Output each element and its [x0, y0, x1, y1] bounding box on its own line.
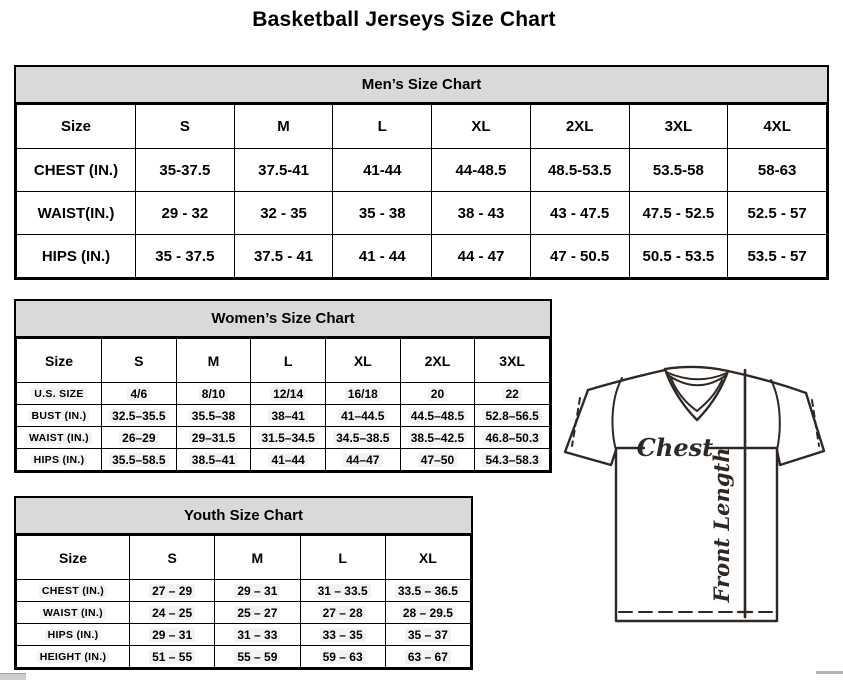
size-value-cell — [530, 149, 629, 192]
size-value-text: 47.5 - 52.5 — [642, 204, 715, 222]
jersey-right-shoulder-line — [728, 371, 806, 393]
size-value-text: 29 - 32 — [161, 204, 209, 222]
size-value-cell — [325, 383, 400, 405]
size-value-text: 53.5-58 — [652, 161, 704, 179]
size-value-cell — [300, 602, 385, 624]
size-value-cell — [215, 646, 300, 668]
table-row — [17, 192, 827, 235]
table-row — [17, 580, 471, 602]
size-value-text: 50.5 - 53.5 — [642, 247, 715, 265]
size-value-cell — [234, 149, 333, 192]
row-label — [17, 405, 102, 427]
row-label — [17, 646, 130, 668]
column-header-m: M — [176, 339, 251, 383]
front-length-label: Front Length — [709, 447, 734, 603]
size-value-cell — [176, 427, 251, 449]
size-column-header: Size — [17, 339, 102, 383]
size-value-cell — [475, 449, 550, 471]
jersey-right-cuff-dashes — [812, 400, 819, 446]
row-label — [17, 427, 102, 449]
row-label-text: HIPS (IN.) — [41, 247, 111, 265]
size-value-cell — [333, 192, 432, 235]
size-value-cell — [333, 149, 432, 192]
size-value-cell — [385, 646, 470, 668]
size-value-cell — [102, 449, 177, 471]
size-value-text: 16/18 — [345, 387, 381, 401]
size-value-cell — [325, 405, 400, 427]
header-row — [17, 105, 827, 149]
size-value-text: 27 – 29 — [149, 584, 195, 598]
size-value-cell — [300, 646, 385, 668]
size-value-text: 4/6 — [127, 387, 150, 401]
size-value-cell — [728, 192, 827, 235]
size-value-text: 29–31.5 — [189, 431, 238, 445]
size-value-cell — [215, 580, 300, 602]
size-value-cell — [215, 624, 300, 646]
size-value-cell — [136, 192, 235, 235]
row-label — [17, 149, 136, 192]
size-value-text: 32 - 35 — [260, 204, 307, 222]
column-header-2xl: 2XL — [530, 105, 629, 149]
size-value-text: 29 – 31 — [234, 584, 280, 598]
womens-size-chart-heading: Women’s Size Chart — [16, 301, 550, 338]
size-value-text: 37.5-41 — [258, 161, 309, 179]
size-value-text: 33 – 35 — [320, 628, 366, 642]
row-label-text: U.S. SIZE — [31, 388, 86, 400]
row-label-text: CHEST (IN.) — [39, 585, 107, 597]
row-label — [17, 383, 102, 405]
size-value-cell — [432, 192, 531, 235]
column-header-l: L — [300, 536, 385, 580]
column-header-s: S — [136, 105, 235, 149]
size-value-cell — [475, 427, 550, 449]
size-value-cell — [130, 646, 215, 668]
size-value-text: 47 - 50.5 — [550, 247, 610, 265]
size-value-text: 41 - 44 — [358, 247, 406, 265]
row-label-text: HIPS (IN.) — [45, 629, 102, 641]
size-value-cell — [432, 235, 531, 278]
size-value-text: 35 - 37.5 — [155, 247, 215, 265]
row-label-text: CHEST (IN.) — [33, 161, 119, 179]
mens-size-table-grid — [16, 104, 827, 278]
size-value-cell — [629, 149, 728, 192]
size-column-header: Size — [17, 105, 136, 149]
jersey-measurement-diagram — [558, 356, 840, 628]
size-value-cell — [136, 235, 235, 278]
size-value-cell — [130, 580, 215, 602]
size-value-text: 22 — [502, 387, 521, 401]
size-value-cell — [251, 427, 326, 449]
size-value-text: 35.5–58.5 — [109, 453, 168, 467]
column-header-s: S — [130, 536, 215, 580]
size-value-text: 52.8–56.5 — [482, 409, 541, 423]
mens-size-chart-heading: Men’s Size Chart — [16, 67, 827, 104]
jersey-collar-rib-arc-1 — [666, 372, 727, 379]
size-value-cell — [333, 235, 432, 278]
size-value-cell — [130, 624, 215, 646]
size-value-text: 29 – 31 — [149, 628, 195, 642]
mens-size-table — [14, 65, 829, 280]
size-value-text: 32.5–35.5 — [109, 409, 168, 423]
size-value-text: 20 — [428, 387, 447, 401]
row-label-text: HIPS (IN.) — [31, 454, 88, 466]
table-row — [17, 149, 827, 192]
table-row — [17, 602, 471, 624]
column-header-4xl: 4XL — [728, 105, 827, 149]
size-value-text: 31 – 33.5 — [315, 584, 371, 598]
size-value-cell — [251, 383, 326, 405]
size-value-cell — [176, 405, 251, 427]
size-value-text: 25 – 27 — [234, 606, 280, 620]
size-value-text: 43 - 47.5 — [550, 204, 610, 222]
column-header-2xl: 2XL — [400, 339, 475, 383]
size-value-text: 59 – 63 — [320, 650, 366, 664]
row-label-text: BUST (IN.) — [29, 410, 90, 422]
size-value-cell — [102, 427, 177, 449]
size-value-text: 38.5–42.5 — [408, 431, 467, 445]
table-row — [17, 624, 471, 646]
column-header-s: S — [102, 339, 177, 383]
size-value-cell — [475, 405, 550, 427]
size-value-cell — [234, 235, 333, 278]
size-value-text: 35 – 37 — [405, 628, 451, 642]
column-header-xl: XL — [385, 536, 470, 580]
size-value-cell — [325, 449, 400, 471]
size-value-cell — [629, 235, 728, 278]
size-value-text: 52.5 - 57 — [747, 204, 807, 222]
size-value-text: 38.5–41 — [189, 453, 238, 467]
size-value-text: 44.5–48.5 — [408, 409, 467, 423]
table-row — [17, 646, 471, 668]
size-value-text: 47–50 — [418, 453, 457, 467]
size-value-text: 12/14 — [270, 387, 306, 401]
column-header-m: M — [215, 536, 300, 580]
youth-size-table-grid — [16, 535, 471, 668]
row-label — [17, 624, 130, 646]
jersey-right-sleeve — [777, 393, 824, 465]
size-value-cell — [102, 383, 177, 405]
row-label-text: WAIST (IN.) — [40, 607, 106, 619]
header-row — [17, 536, 471, 580]
jersey-right-armhole-seam — [771, 380, 780, 450]
table-row — [17, 427, 550, 449]
youth-size-chart-heading: Youth Size Chart — [16, 498, 471, 535]
size-value-text: 41–44.5 — [338, 409, 387, 423]
size-value-text: 41–44 — [268, 453, 307, 467]
size-value-text: 31 – 33 — [234, 628, 280, 642]
row-label — [17, 602, 130, 624]
womens-size-table — [14, 299, 552, 473]
size-value-text: 35-37.5 — [159, 161, 211, 179]
size-value-cell — [215, 602, 300, 624]
size-value-cell — [475, 383, 550, 405]
size-value-text: 35.5–38 — [189, 409, 238, 423]
size-value-text: 41-44 — [363, 161, 402, 179]
table-row — [17, 405, 550, 427]
size-column-header: Size — [17, 536, 130, 580]
size-value-cell — [385, 580, 470, 602]
size-value-cell — [432, 149, 531, 192]
size-value-text: 38–41 — [268, 409, 307, 423]
size-value-text: 31.5–34.5 — [258, 431, 317, 445]
size-value-text: 44-48.5 — [455, 161, 507, 179]
size-value-text: 38 - 43 — [457, 204, 505, 222]
womens-size-table-grid — [16, 338, 550, 471]
column-header-3xl: 3XL — [629, 105, 728, 149]
jersey-collar-inner-v — [671, 378, 722, 411]
size-value-cell — [136, 149, 235, 192]
size-value-cell — [325, 427, 400, 449]
size-value-text: 63 – 67 — [405, 650, 451, 664]
page-title: Basketball Jerseys Size Chart — [252, 8, 556, 31]
size-value-text: 44 - 47 — [457, 247, 505, 265]
size-value-cell — [530, 192, 629, 235]
size-value-text: 24 – 25 — [149, 606, 195, 620]
size-value-cell — [629, 192, 728, 235]
size-value-cell — [130, 602, 215, 624]
table-row — [17, 383, 550, 405]
size-value-text: 28 – 29.5 — [400, 606, 456, 620]
jersey-left-sleeve — [565, 390, 616, 465]
size-value-text: 34.5–38.5 — [333, 431, 392, 445]
size-value-cell — [300, 580, 385, 602]
size-value-text: 27 – 28 — [320, 606, 366, 620]
size-value-text: 35 - 38 — [358, 204, 406, 222]
youth-size-table — [14, 496, 473, 670]
size-value-cell — [251, 405, 326, 427]
size-value-cell — [385, 602, 470, 624]
size-value-text: 44–47 — [343, 453, 382, 467]
size-value-cell — [102, 405, 177, 427]
size-value-cell — [234, 192, 333, 235]
size-value-cell — [400, 427, 475, 449]
row-label-text: HEIGHT (IN.) — [37, 651, 110, 663]
column-header-l: L — [333, 105, 432, 149]
jersey-left-cuff-dashes — [572, 398, 580, 446]
size-value-cell — [400, 449, 475, 471]
size-value-cell — [400, 383, 475, 405]
size-value-cell — [728, 149, 827, 192]
header-row — [17, 339, 550, 383]
size-value-text: 37.5 - 41 — [253, 247, 314, 265]
chest-label: Chest — [636, 433, 714, 462]
size-value-text: 48.5-53.5 — [547, 161, 612, 179]
size-value-cell — [300, 624, 385, 646]
column-header-3xl: 3XL — [475, 339, 550, 383]
jersey-collar-top-line — [665, 367, 728, 371]
size-value-text: 26–29 — [119, 431, 158, 445]
size-value-cell — [530, 235, 629, 278]
row-label — [17, 192, 136, 235]
size-value-cell — [176, 383, 251, 405]
table-row — [17, 449, 550, 471]
size-value-text: 53.5 - 57 — [747, 247, 807, 265]
row-label — [17, 449, 102, 471]
size-value-cell — [385, 624, 470, 646]
column-header-l: L — [251, 339, 326, 383]
jersey-left-shoulder-line — [588, 370, 665, 390]
horizontal-scrollbar-fragment-right[interactable] — [816, 671, 843, 674]
row-label — [17, 580, 130, 602]
row-label-text: WAIST (IN.) — [26, 432, 92, 444]
size-value-cell — [400, 405, 475, 427]
row-label — [17, 235, 136, 278]
size-value-cell — [728, 235, 827, 278]
column-header-xl: XL — [432, 105, 531, 149]
size-value-text: 8/10 — [199, 387, 228, 401]
size-value-text: 58-63 — [757, 161, 797, 179]
column-header-xl: XL — [325, 339, 400, 383]
size-value-text: 46.8–50.3 — [482, 431, 541, 445]
table-row — [17, 235, 827, 278]
size-value-text: 55 – 59 — [234, 650, 280, 664]
size-value-text: 54.3–58.3 — [482, 453, 541, 467]
size-value-cell — [176, 449, 251, 471]
row-label-text: WAIST(IN.) — [37, 204, 115, 222]
size-value-cell — [251, 449, 326, 471]
column-header-m: M — [234, 105, 333, 149]
size-value-text: 51 – 55 — [149, 650, 195, 664]
size-value-text: 33.5 – 36.5 — [395, 584, 461, 598]
jersey-left-armhole-seam — [612, 378, 622, 450]
